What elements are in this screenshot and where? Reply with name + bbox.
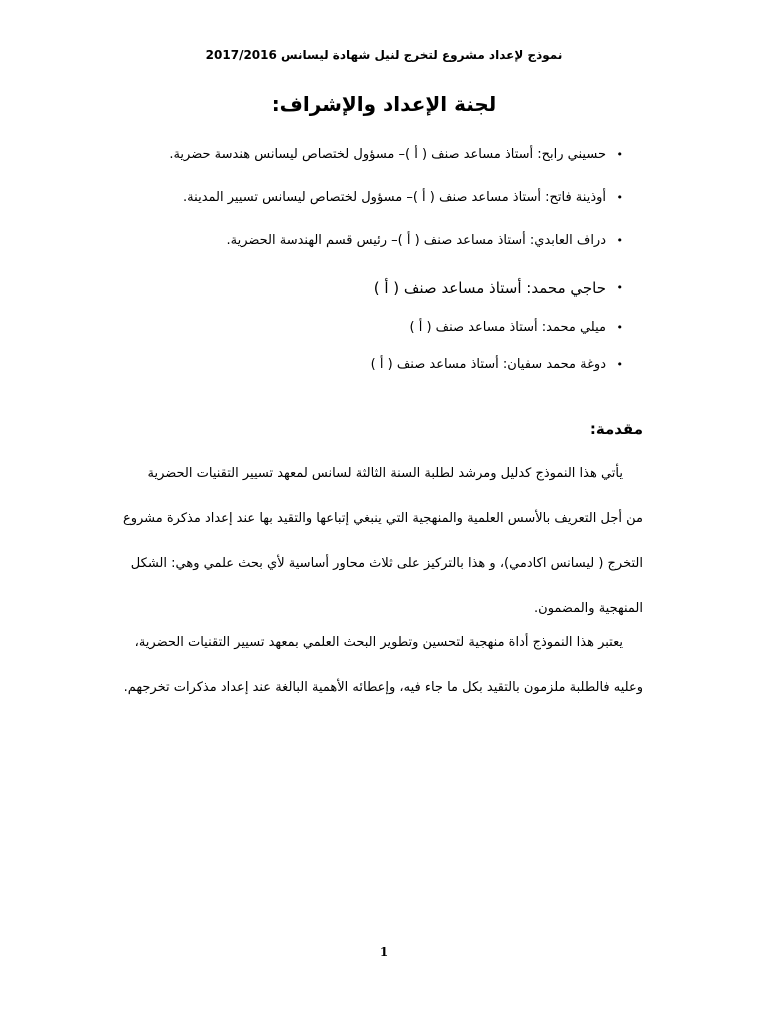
member-item (103, 188, 623, 208)
introduction-paragraph (58, 620, 643, 710)
paragraph-line: يأتي هذا النموذج كدليل ومرشد لطلبة السنة الثالثة لسانس لمعهد تسيير التقنيات الحضرية (147, 466, 623, 481)
paragraph-line: يعتبر هذا النموذج أداة منهجية لتحسين وتطوير البحث العلمي بمعهد تسيير التقنيات الحضرية، (134, 635, 623, 650)
member-text: دراف العابدي: أستاذ مساعد صنف ( أ )– رئيس قسم الهندسة الحضرية. (226, 233, 606, 248)
member-item (103, 145, 623, 165)
bullet-icon: • (616, 234, 623, 247)
paragraph-line: من أجل التعريف بالأسس العلمية والمنهجية التي ينبغي إتباعها والتقيد بها عند إعداد مذكرة مشروع (122, 511, 643, 526)
bullet-icon: • (616, 321, 623, 334)
paragraph-line: المنهجية والمضمون. (534, 601, 643, 616)
member-item (103, 231, 623, 251)
bullet-icon: • (616, 358, 623, 371)
page-header: نموذج لإعداد مشروع لتخرج لنيل شهادة ليسانس 2017/2016 (205, 48, 563, 62)
member-item (103, 355, 623, 375)
member-text: دوغة محمد سفيان: أستاذ مساعد صنف ( أ ) (370, 357, 606, 372)
member-text: حاجي محمد: أستاذ مساعد صنف ( أ ) (373, 279, 606, 297)
member-text: حسيني رابح: أستاذ مساعد صنف ( أ )– مسؤول لختصاص ليسانس هندسة حضرية. (169, 147, 606, 162)
bullet-icon: • (616, 191, 623, 204)
committee-title: لجنة الإعداد والإشراف: (271, 92, 497, 116)
introduction-heading: مقدمة: (589, 420, 643, 438)
paragraph-line: التخرج ( ليسانس اكادمي)، و هذا بالتركيز على ثلاث محاور أساسية لأي بحث علمي وهي: الشكل (130, 556, 643, 571)
bullet-icon: • (616, 281, 623, 294)
paragraph-line: وعليه فالطلبة ملزمون بالتقيد بكل ما جاء فيه، وإعطائه الأهمية البالغة عند إعداد مذكرات تخرجهم. (123, 680, 643, 695)
bullet-icon: • (616, 148, 623, 161)
introduction-paragraph (58, 451, 643, 631)
committee-members-list (103, 145, 623, 375)
member-item (103, 318, 623, 338)
member-text: ميلي محمد: أستاذ مساعد صنف ( أ ) (409, 320, 606, 335)
member-text: أوذينة فاتح: أستاذ مساعد صنف ( أ )– مسؤول لختصاص ليسانس تسيير المدينة. (183, 190, 606, 205)
page-number: 1 (379, 945, 389, 959)
member-item (103, 278, 623, 298)
